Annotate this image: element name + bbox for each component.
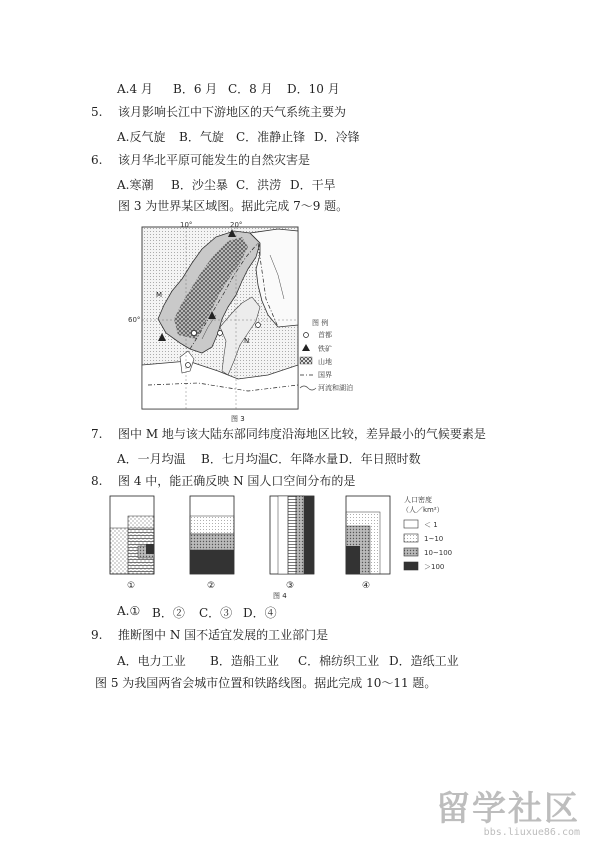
legend-title-2: （人／km²） — [402, 506, 444, 514]
lon-label-10: 10° — [180, 221, 193, 229]
lon-label-20: 20° — [230, 221, 243, 229]
lat-label-60: 60° — [128, 316, 141, 324]
site-watermark — [436, 791, 580, 838]
q4-option-d: D．10 月 — [287, 82, 340, 96]
figure-4-caption: 图 4 — [273, 592, 287, 600]
question-text: 推断图中 N 国不适宜发展的工业部门是 — [118, 628, 329, 642]
watermark-logo-text: 留学社区 — [436, 789, 580, 829]
q6-option-a: A.寒潮 — [117, 178, 154, 192]
q7-option-d: D．年日照时数 — [339, 452, 421, 466]
legend-label-capital: 首都 — [318, 331, 332, 339]
option-4-label: ④ — [362, 581, 371, 591]
question-number: 8. — [91, 474, 103, 488]
q6-option-b: B．沙尘暴 — [171, 178, 228, 192]
legend-label-iron: 铁矿 — [318, 345, 332, 353]
legend-label-mountain: 山地 — [318, 358, 332, 366]
capital-icon — [304, 333, 309, 338]
question-text: 图 4 中，能正确反映 N 国人口空间分布的是 — [118, 474, 356, 488]
option-3-map — [270, 496, 314, 591]
option-3-label: ③ — [286, 581, 295, 591]
q8-option-c: C．③ — [199, 606, 233, 620]
capital-icon — [218, 331, 223, 336]
question-text: 该月影响长江中下游地区的天气系统主要为 — [118, 105, 347, 119]
density-legend — [402, 495, 452, 571]
map-figure — [128, 215, 388, 425]
option-2-label: ② — [207, 581, 216, 591]
legend-item-3: 10~100 — [424, 549, 453, 557]
legend-item-2: 1~10 — [424, 535, 444, 543]
legend-item-1: ＜ 1 — [424, 521, 438, 529]
legend-label-river: 河流和湖泊 — [318, 384, 353, 392]
map-letter-n: N — [244, 337, 250, 345]
q5-option-b: B．气旋 — [179, 130, 224, 144]
legend-label-border: 国界 — [318, 371, 332, 379]
figure-3-caption: 图 3 — [231, 415, 245, 423]
legend-title: 图 例 — [312, 319, 329, 327]
q6-option-c: C．洪涝 — [236, 178, 282, 192]
q4-option-c: C．8 月 — [228, 82, 273, 96]
q5-option-d: D．冷锋 — [314, 130, 360, 144]
question-text: 图中 M 地与该大陆东部同纬度沿海地区比较，差异最小的气候要素是 — [118, 427, 486, 441]
question-number: 6. — [91, 153, 103, 167]
fig5-intro: 图 5 为我国两省会城市位置和铁路线图。据此完成 10～11 题。 — [95, 676, 437, 690]
mountain-icon — [300, 357, 312, 364]
capital-icon — [186, 363, 191, 368]
q5-option-c: C．准静止锋 — [236, 130, 306, 144]
population-density-figure — [100, 492, 460, 600]
map-letter-m: M — [156, 291, 163, 299]
option-4-map — [346, 496, 390, 591]
option-1-map — [110, 496, 154, 591]
q8-option-a: A.① — [117, 604, 141, 618]
q6-option-d: D．干旱 — [290, 178, 336, 192]
q9-option-a: A．电力工业 — [117, 654, 186, 668]
q7-option-c: C．年降水量 — [269, 452, 339, 466]
figure-4 — [100, 492, 460, 600]
q8-option-d: D．④ — [243, 606, 277, 620]
question-number: 9. — [91, 628, 103, 642]
legend-title-1: 人口密度 — [404, 496, 432, 504]
figure-3 — [128, 215, 388, 425]
q9-option-c: C．棉纺织工业 — [298, 654, 380, 668]
q4-option-b: B．6 月 — [173, 82, 218, 96]
q9-option-b: B．造船工业 — [210, 654, 279, 668]
legend-item-4: ＞100 — [424, 563, 445, 571]
option-2-map — [190, 496, 234, 591]
capital-icon — [256, 323, 261, 328]
q8-option-b: B．② — [152, 606, 185, 620]
q7-option-a: A．一月均温 — [117, 452, 186, 466]
fig3-intro: 图 3 为世界某区域图。据此完成 7～9 题。 — [118, 199, 349, 213]
q5-option-a: A.反气旋 — [117, 130, 166, 144]
capital-icon — [192, 331, 197, 336]
option-1-label: ① — [127, 581, 136, 591]
question-text: 该月华北平原可能发生的自然灾害是 — [118, 153, 311, 167]
q7-option-b: B．七月均温 — [201, 452, 270, 466]
q9-option-d: D．造纸工业 — [389, 654, 459, 668]
question-number: 5. — [91, 105, 103, 119]
q4-option-a: A.4 月 — [117, 82, 153, 96]
question-number: 7. — [91, 427, 103, 441]
watermark-url: bbs.liuxue86.com — [483, 827, 580, 838]
